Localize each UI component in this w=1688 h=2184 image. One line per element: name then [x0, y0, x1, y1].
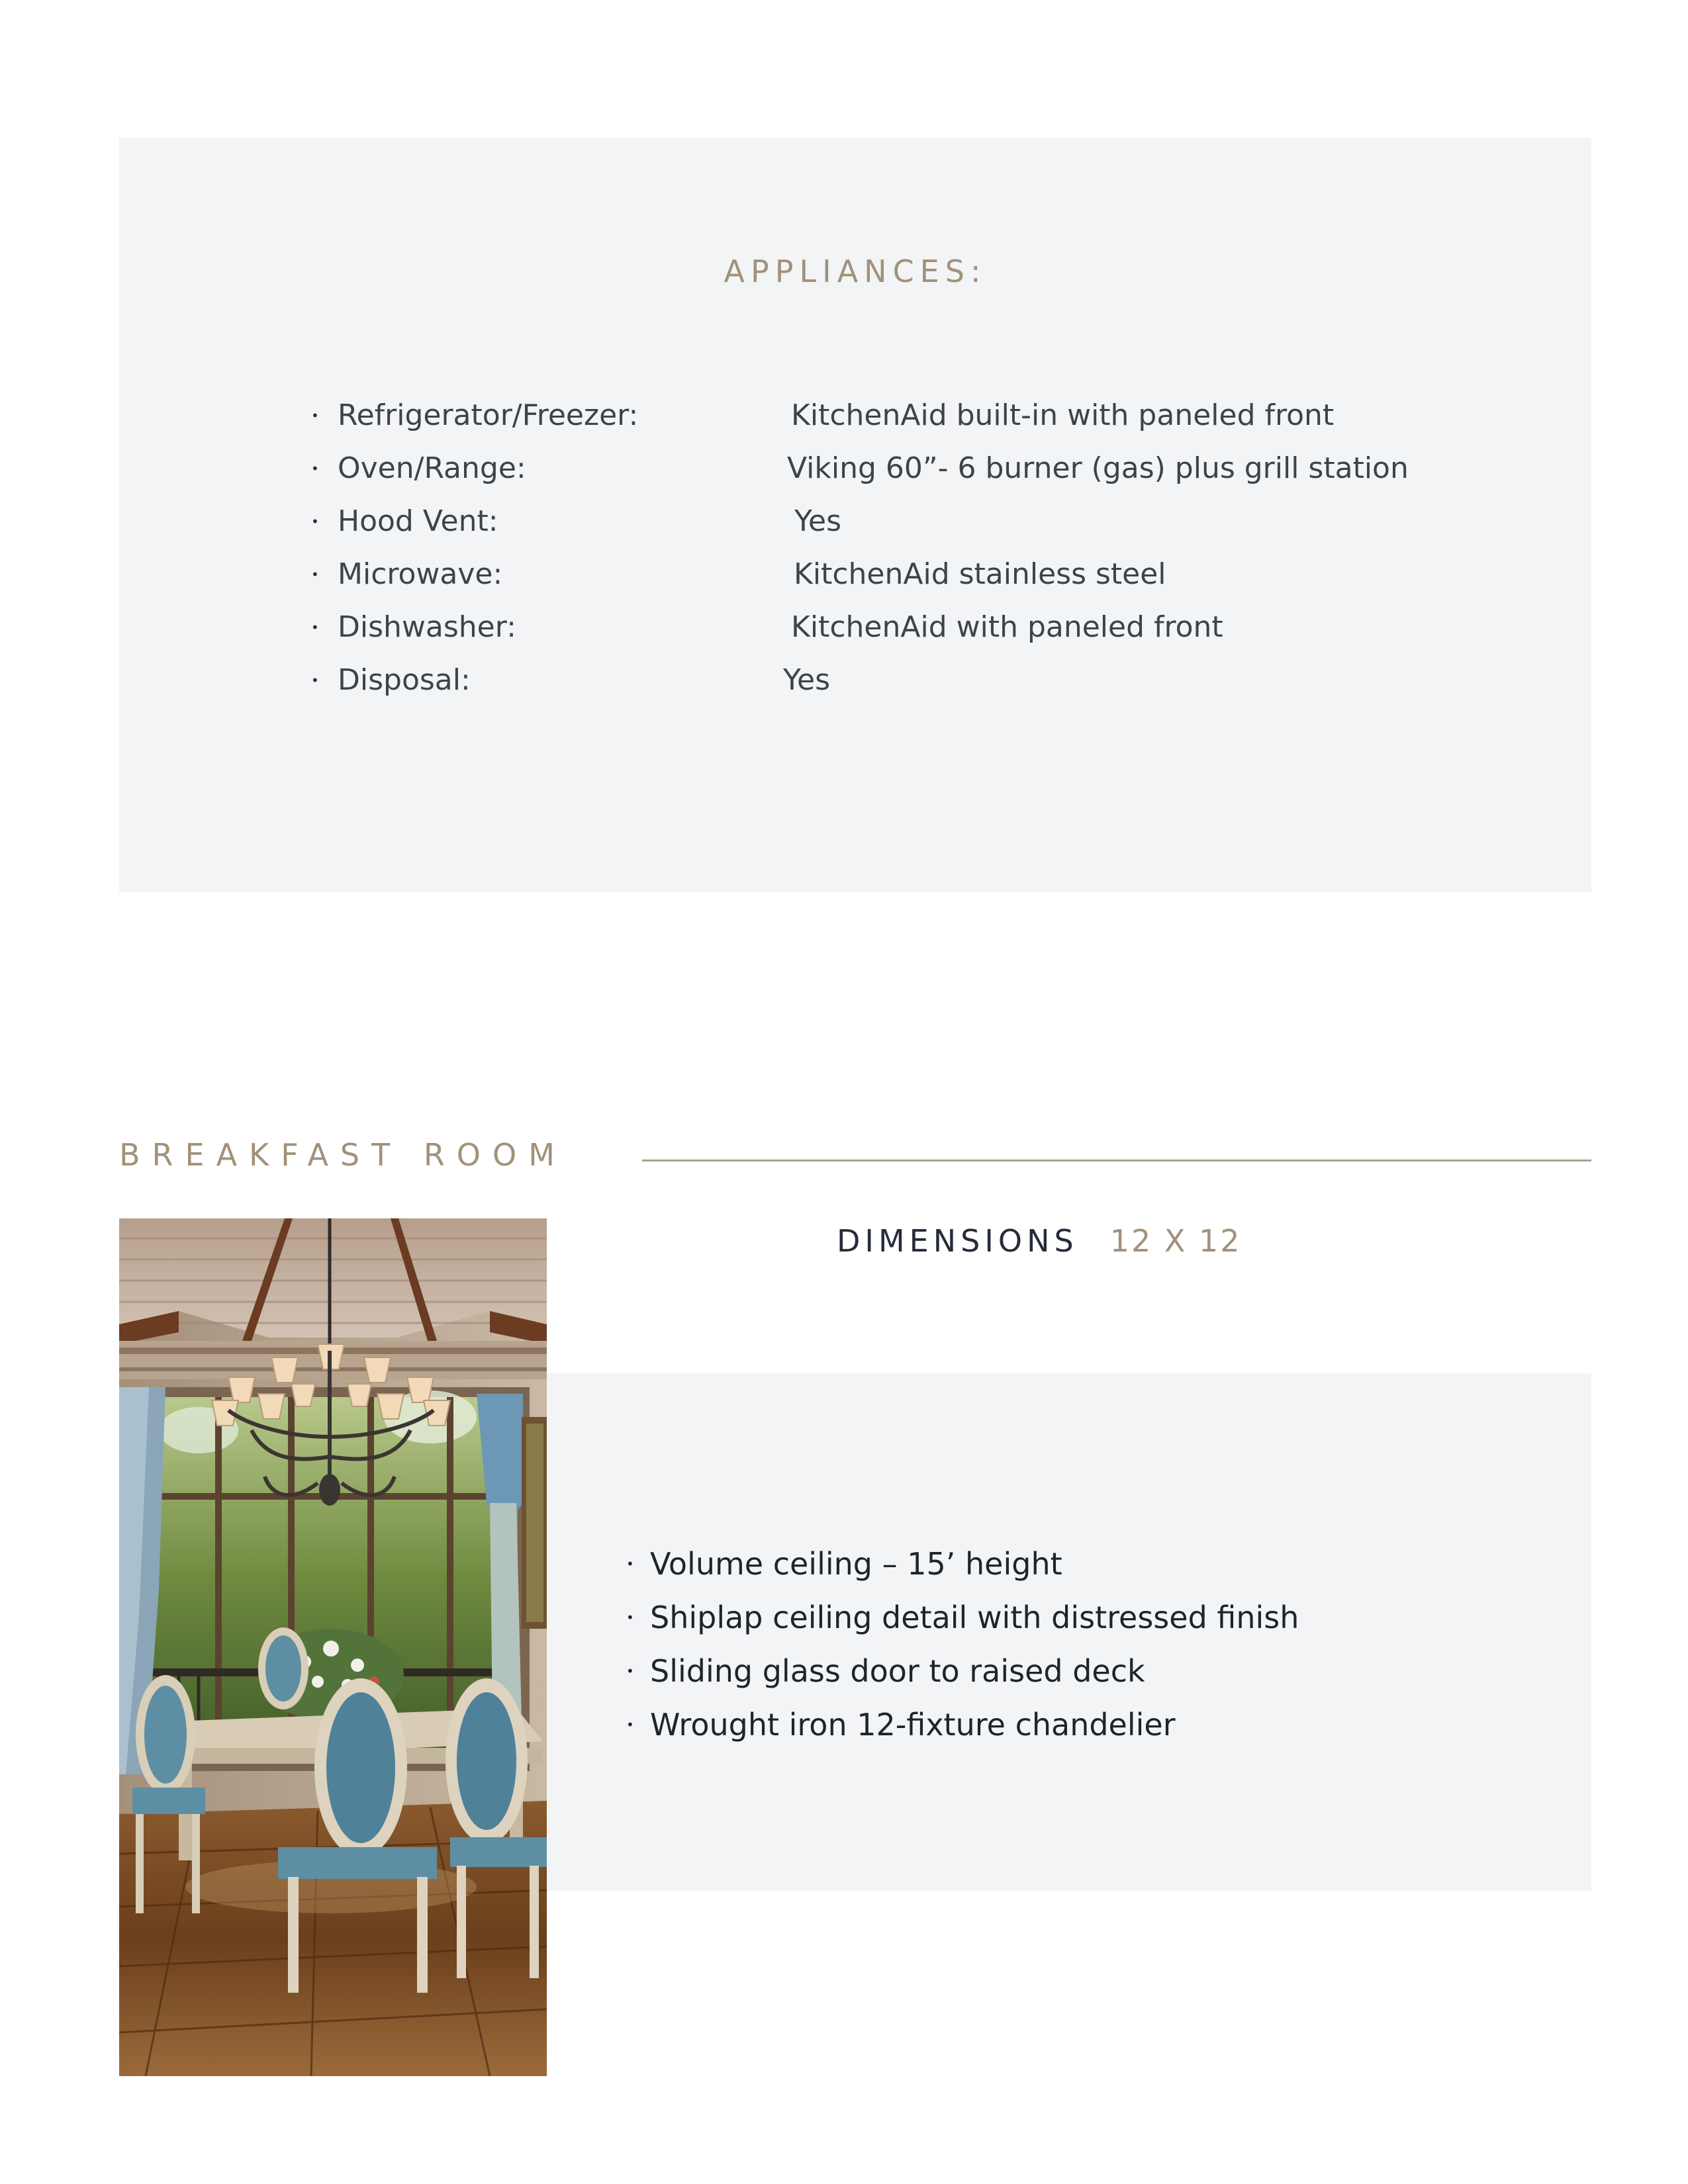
- dimensions-value: 12 X 12: [1109, 1223, 1242, 1259]
- appliance-value: KitchenAid stainless steel: [794, 557, 1166, 591]
- appliance-row: [311, 654, 1536, 707]
- appliances-title: APPLIANCES:: [724, 253, 987, 289]
- breakfast-room-photo: [119, 1218, 547, 2076]
- bullet-icon: •: [311, 567, 319, 582]
- appliances-panel: [119, 138, 1591, 892]
- features-panel: [547, 1373, 1591, 1891]
- appliance-row: [311, 389, 1536, 442]
- appliance-row: [311, 442, 1536, 495]
- bullet-icon: •: [626, 1717, 634, 1733]
- appliance-label: Oven/Range:: [338, 451, 526, 485]
- bullet-icon: •: [626, 1610, 634, 1625]
- section-heading: BREAKFAST ROOM: [119, 1137, 567, 1173]
- bullet-icon: •: [311, 408, 319, 424]
- bullet-icon: •: [311, 672, 319, 688]
- appliance-value: KitchenAid built-in with paneled front: [791, 398, 1335, 432]
- appliance-list: [311, 389, 1536, 707]
- appliance-value: Yes: [783, 663, 831, 697]
- appliance-row: [311, 495, 1536, 548]
- appliance-value: Yes: [794, 504, 842, 538]
- bullet-icon: •: [311, 461, 319, 477]
- appliance-label: Dishwasher:: [338, 610, 516, 644]
- bullet-icon: •: [626, 1663, 634, 1679]
- appliance-value: KitchenAid with paneled front: [791, 610, 1223, 644]
- bullet-icon: •: [311, 619, 319, 635]
- bullet-icon: •: [626, 1556, 634, 1572]
- breakfast-room-illustration: [119, 1218, 547, 2076]
- appliance-label: Hood Vent:: [338, 504, 498, 538]
- appliance-value: Viking 60”- 6 burner (gas) plus grill station: [787, 451, 1409, 485]
- feature-text: Volume ceiling – 15’ height: [650, 1546, 1062, 1582]
- appliance-row: [311, 548, 1536, 601]
- dimensions-label: DIMENSIONS: [837, 1223, 1078, 1259]
- bullet-icon: •: [311, 514, 319, 529]
- appliance-label: Disposal:: [338, 663, 471, 697]
- appliance-label: Refrigerator/Freezer:: [338, 398, 639, 432]
- dimensions: [837, 1223, 1242, 1259]
- section-divider: [642, 1160, 1591, 1161]
- appliance-row: [311, 601, 1536, 654]
- feature-text: Wrought iron 12-fixture chandelier: [650, 1707, 1176, 1743]
- feature-text: Sliding glass door to raised deck: [650, 1653, 1145, 1689]
- feature-text: Shiplap ceiling detail with distressed finish: [650, 1600, 1299, 1635]
- appliance-label: Microwave:: [338, 557, 503, 591]
